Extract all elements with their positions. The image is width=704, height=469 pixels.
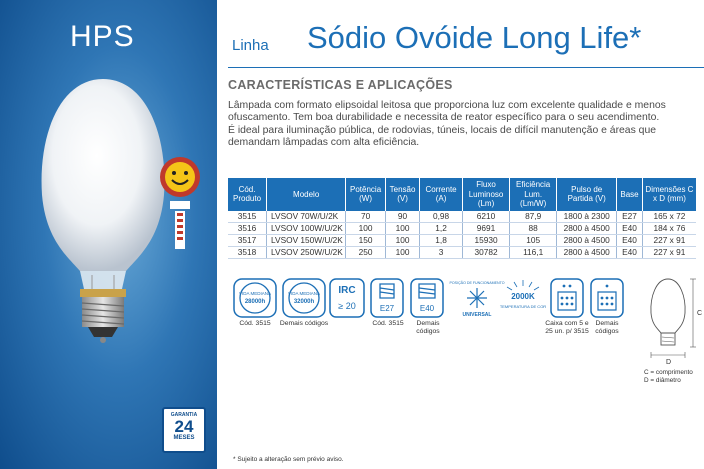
cell: E40 bbox=[617, 234, 643, 246]
col-header: Pulso de Partida (V) bbox=[557, 178, 617, 211]
cell: 1,2 bbox=[420, 222, 463, 234]
dimension-diagram bbox=[640, 275, 702, 365]
cell: LVSOV 100W/U/2K bbox=[267, 222, 346, 234]
cell: E27 bbox=[617, 211, 643, 223]
caption-cod-3515-b: Cód. 3515 bbox=[372, 320, 404, 327]
dimension-legend bbox=[644, 369, 693, 384]
description bbox=[228, 100, 698, 150]
color-temperature-icon bbox=[499, 278, 547, 318]
cell: 6210 bbox=[462, 211, 509, 223]
section-heading: CARACTERÍSTICAS E APLICAÇÕES bbox=[228, 78, 453, 92]
title-divider bbox=[228, 67, 704, 68]
cell: 70 bbox=[346, 211, 386, 223]
cell: 100 bbox=[385, 246, 419, 258]
universal-top: POSIÇÃO DE FUNCIONAMENTO bbox=[449, 281, 505, 285]
life-top: VIDA MEDIANA bbox=[238, 291, 272, 296]
box-5-25-icon bbox=[550, 278, 584, 318]
legend-d: D = diâmetro bbox=[644, 376, 681, 384]
irc-value: ≥ 20 bbox=[338, 301, 356, 311]
base-e40-icon bbox=[410, 278, 444, 318]
cell: 2800 à 4500 bbox=[557, 246, 617, 258]
cell: 88 bbox=[510, 222, 557, 234]
cell: 2800 à 4500 bbox=[557, 234, 617, 246]
warranty-badge bbox=[162, 407, 206, 453]
cell: 90 bbox=[385, 211, 419, 223]
irc-title: IRC bbox=[338, 285, 356, 296]
description-paragraph-1: Lâmpada com formato elipsoidal leitosa que proporciona luz com excelente qualidade e menos ofuscamento. Tem boa durabilidade e necessita de reator específico para o seu acendimento. bbox=[228, 100, 666, 124]
col-header: Fluxo Luminoso (Lm) bbox=[462, 178, 509, 211]
dim-c-label: C bbox=[697, 310, 703, 317]
cell: 165 x 72 bbox=[642, 211, 696, 223]
table-row bbox=[228, 211, 696, 223]
col-header: Dimensões C x D (mm) bbox=[642, 178, 696, 211]
box-icon bbox=[590, 278, 624, 318]
col-header: Modelo bbox=[267, 178, 346, 211]
median-life-28000h-icon bbox=[233, 278, 277, 318]
cell: 105 bbox=[510, 234, 557, 246]
life-top: VIDA MEDIANA bbox=[287, 291, 321, 296]
smiley-seal-icon bbox=[153, 155, 207, 255]
line-prefix: Linha bbox=[232, 37, 269, 54]
description-paragraph-2: É ideal para iluminação pública, de rodovias, túneis, locais de difícil manutenção e áreas que demandam lâmpadas com alta eficiência. bbox=[228, 124, 657, 149]
cell: 184 x 76 bbox=[642, 222, 696, 234]
cell: 3517 bbox=[228, 234, 267, 246]
caption-demais: Demais códigos bbox=[279, 320, 329, 327]
cell: 1800 à 2300 bbox=[557, 211, 617, 223]
cell: 3518 bbox=[228, 246, 267, 258]
base-e27-icon bbox=[370, 278, 404, 318]
warranty-bottom: MESES bbox=[173, 435, 195, 441]
median-life-32000h-icon bbox=[282, 278, 326, 318]
universal-bottom: UNIVERSAL bbox=[462, 312, 492, 318]
cell: 227 x 91 bbox=[642, 234, 696, 246]
caption-demais-b: Demais códigos bbox=[416, 320, 440, 335]
cell: LVSOV 250W/U/2K bbox=[267, 246, 346, 258]
cell: 87,9 bbox=[510, 211, 557, 223]
col-header: Base bbox=[617, 178, 643, 211]
col-header: Cód. Produto bbox=[228, 178, 267, 211]
cell: 30782 bbox=[462, 246, 509, 258]
cell: 2800 à 4500 bbox=[557, 222, 617, 234]
cell: LVSOV 70W/U/2K bbox=[267, 211, 346, 223]
warranty-number: 24 bbox=[174, 417, 194, 436]
legend-c: C = comprimento bbox=[644, 369, 693, 376]
cell: 100 bbox=[385, 234, 419, 246]
caption-cod-3515: Cód. 3515 bbox=[239, 320, 271, 327]
table-row bbox=[228, 246, 696, 258]
base-e27-label: E27 bbox=[379, 304, 395, 313]
life-value: 28000h bbox=[244, 299, 266, 305]
cell: 150 bbox=[346, 234, 386, 246]
cell: 250 bbox=[346, 246, 386, 258]
col-header: Potência (W) bbox=[346, 178, 386, 211]
cell: E40 bbox=[617, 246, 643, 258]
cell: E40 bbox=[617, 222, 643, 234]
cell: 100 bbox=[385, 222, 419, 234]
spec-table bbox=[228, 178, 696, 259]
table-header-row bbox=[228, 178, 696, 211]
table-row bbox=[228, 222, 696, 234]
cell: 15930 bbox=[462, 234, 509, 246]
temp-bottom: TEMPERATURA DE COR bbox=[499, 304, 547, 309]
cell: 116,1 bbox=[510, 246, 557, 258]
footnote: * Sujeito a alteração sem prévio aviso. bbox=[233, 456, 344, 463]
life-value: 32000h bbox=[293, 299, 315, 305]
temp-value: 2000K bbox=[511, 292, 535, 301]
cell: 0,98 bbox=[420, 211, 463, 223]
product-family-tag: HPS bbox=[70, 20, 135, 53]
cell: 3516 bbox=[228, 222, 267, 234]
hero-panel bbox=[0, 0, 217, 469]
universal-position-icon bbox=[449, 278, 505, 318]
irc-icon bbox=[329, 278, 365, 318]
cell: 3 bbox=[420, 246, 463, 258]
caption-caixa: Caixa com 5 e 25 un. p/ 3515 bbox=[545, 320, 589, 335]
cell: 100 bbox=[346, 222, 386, 234]
col-header: Corrente (A) bbox=[420, 178, 463, 211]
dim-d-label: D bbox=[666, 359, 672, 366]
caption-demais-c: Demais códigos bbox=[595, 320, 619, 335]
page-title: Sódio Ovóide Long Life* bbox=[307, 20, 642, 55]
cell: 9691 bbox=[462, 222, 509, 234]
base-e40-label: E40 bbox=[419, 304, 435, 313]
cell: LVSOV 150W/U/2K bbox=[267, 234, 346, 246]
warranty-top: GARANTIA bbox=[170, 412, 198, 418]
cell: 227 x 91 bbox=[642, 246, 696, 258]
cell: 1,8 bbox=[420, 234, 463, 246]
col-header: Eficiência Lum. (Lm/W) bbox=[510, 178, 557, 211]
cell: 3515 bbox=[228, 211, 267, 223]
col-header: Tensão (V) bbox=[385, 178, 419, 211]
table-row bbox=[228, 234, 696, 246]
